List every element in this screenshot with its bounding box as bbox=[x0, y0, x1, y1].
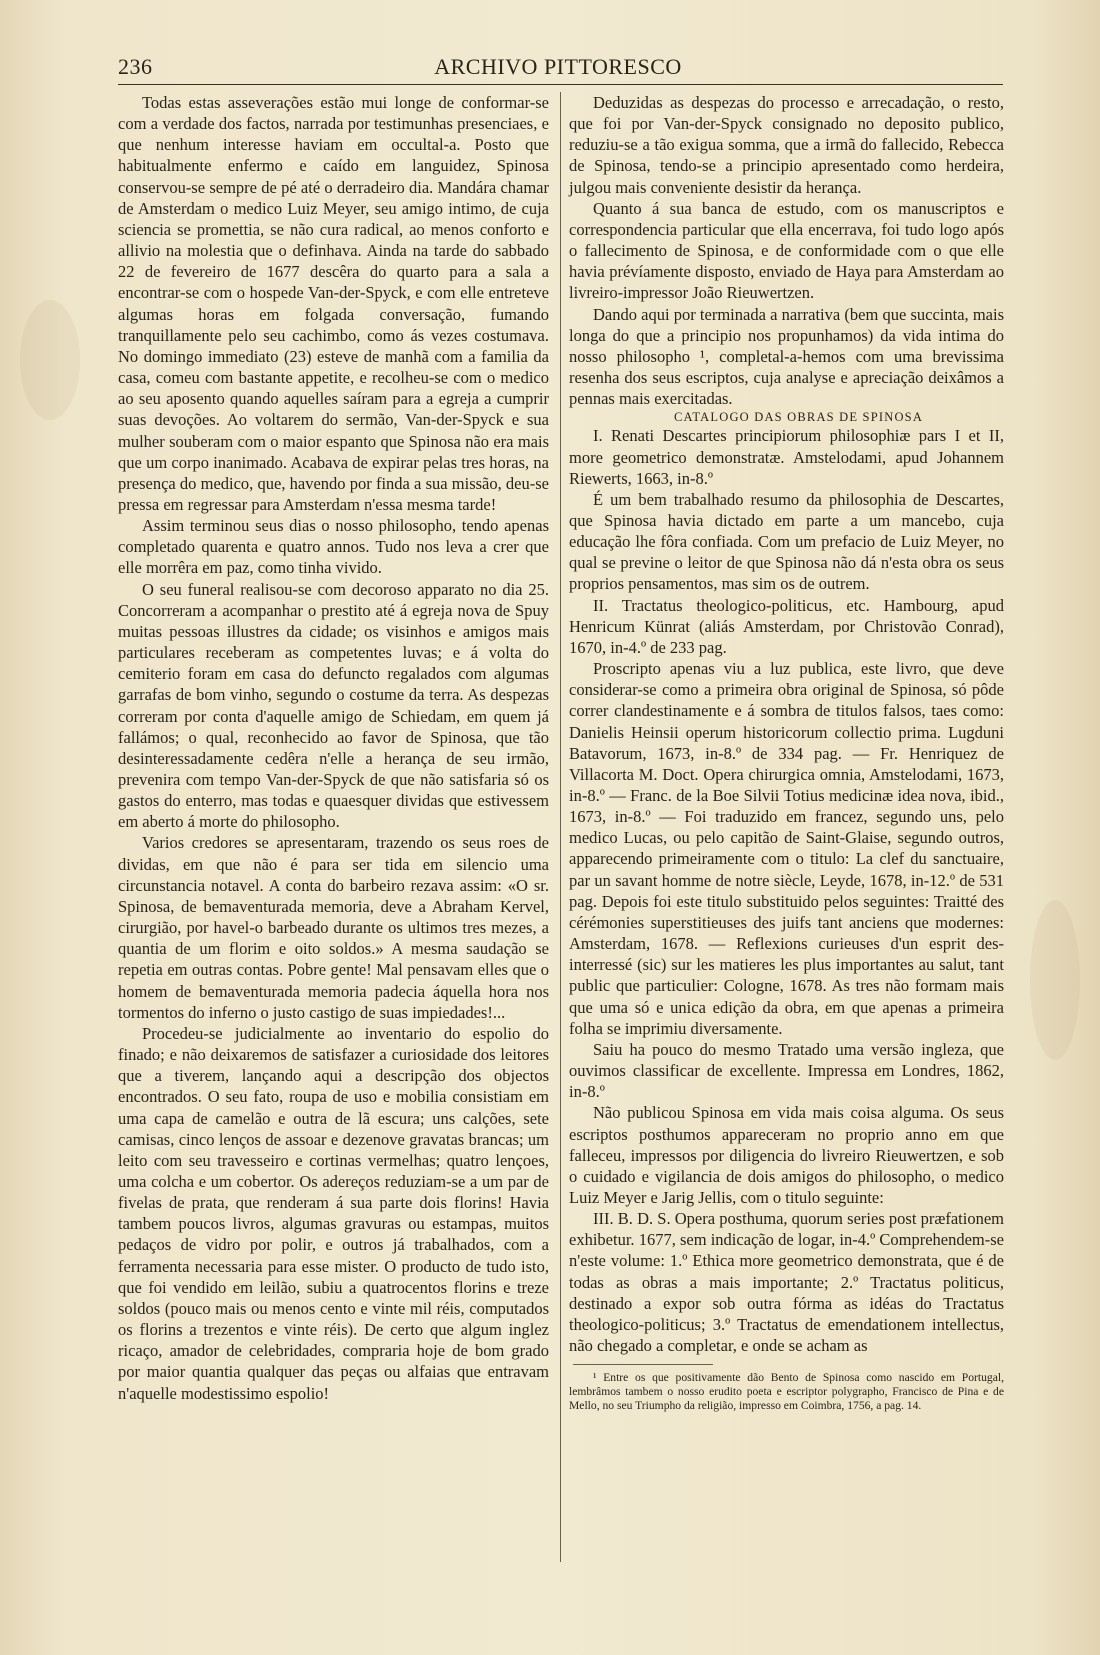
column-divider bbox=[560, 92, 561, 1562]
page-header bbox=[118, 54, 998, 84]
paragraph: Deduzidas as despezas do processo e arrecadação, o resto, que foi por Van-der-Spyck consignado no deposito publico, reduziu-se a tão exigua somma, que a irmã do fallecido, Rebecca de Spinosa, tendo-se a principio apresentado como herdeira, julgou mais conveniente desistir da herança. bbox=[569, 93, 1004, 197]
paragraph: É um bem trabalhado resumo da philosophia de Descartes, que Spinosa havia dictado em parte a um mancebo, cuja educação lhe fôra confiada. Com um prefacio de Luiz Meyer, no qual se previne o leitor de que Spinosa não dá n'esta obra os seus proprios pensamentos, mas sim os de outrem. bbox=[569, 489, 1004, 594]
left-column bbox=[118, 92, 549, 1404]
paragraph: Procedeu-se judicialmente ao inventario do espolio do finado; e não deixaremos de satisfazer a curiosidade dos leitores que a tiverem, lançando aqui a descripção dos objectos encontrados. O seu fato, roupa de uso e mobilia consistiam em uma capa de camelão e outra de lã escura; uns calções, sete camisas, cinco lenços de assoar e dezenove gravatas brancas; um leito com seu travesseiro e cortinas vermelhas; quatro lençoes, uma colcha e um cobertor. Os adereços reduziam-se a um par de fivelas de prata, que renderam á sua parte dois florins! Havia tambem poucos livros, algumas gravuras ou estampas, muitos pedaços de vidro por polir, e outros já trabalhados, com a ferramenta necessaria para esse mister. O producto de tudo isto, que foi vendido em leilão, subiu a quatrocentos florins e treze soldos (pouco mais ou menos cento e vinte mil réis, computados os florins a trezentos e vinte réis). De certo que algum inglez ricaço, amador de celebridades, compraria hoje de bom grado por maior quantia qualquer das peças ou alfaias que entravam n'aquelle modestissimo espolio! bbox=[118, 1023, 549, 1403]
page-number: 236 bbox=[118, 54, 153, 79]
paragraph: Quanto á sua banca de estudo, com os manuscriptos e correspondencia particular que ella encerrava, foi tudo logo após o fallecimento de Spinosa, e de conformidade com o que elle havia prévíamente disposto, enviado de Haya para Amsterdam ao livreiro-impressor João Rieuwertzen. bbox=[569, 198, 1004, 303]
running-title: ARCHIVO PITTORESCO bbox=[434, 54, 682, 79]
paragraph: Assim terminou seus dias o nosso philosopho, tendo apenas completado quarenta e quatro annos. Tudo nos leva a crer que elle morrêra em paz, como tinha vivido. bbox=[118, 516, 549, 578]
header-rule bbox=[118, 84, 1003, 85]
paragraph: Varios credores se apresentaram, trazendo os seus roes de dividas, em que não é para ser tida em silencio uma circunstancia notavel. A conta do barbeiro rezava assim: «O sr. Spinosa, de bemaventurada memoria, deve a Abraham Kervel, cirurgião, por havel-o barbeado durante os ultimos tres mezes, a quantia de um florim e oito soldos.» A mesma saudação se repetia em outras contas. Pobre gente! Mal pensavam elles que o homem de bemaventurada memoria padecia áquella hora nos tormentos do inferno o justo castigo de suas impiedades!... bbox=[118, 833, 549, 1022]
paragraph: Todas estas asseverações estão mui longe de conformar-se com a verdade dos factos, narrada por testimunhas presenciaes, e que nenhum interesse haviam em occultal-a. Posto que habitualmente enfermo e caído em languidez, Spinosa conservou-se sempre de pé até o derradeiro dia. Mandára chamar de Amsterdam o medico Luiz Meyer, seu amigo intimo, de cuja sciencia se promettia, se não cura radical, ao menos conforto e allivio na molestia que o definhava. Ainda na tarde do sabbado 22 de fevereiro de 1677 descêra do quarto para a sala a encontrar-se com o hospede Van-der-Spyck, e com elle entreteve algumas horas em folgada conversação, fumando tranquillamente pelo seu cachimbo, como ás vezes costumava. No domingo immediato (23) esteve de manhã com a familia da casa, comeu com bastante appetite, e recolheu-se com o medico ao seu aposento quando aquelles saíram para a egreja a cumprir suas devoções. Ao voltarem do sermão, Van-der-Spyck e sua mulher souberam com o maior espanto que Spinosa não era mais que um corpo inanimado. Acabava de expirar pelas tres horas, na presença do medico, que, havendo por finda a sua missão, deu-se pressa em regressar para Amsterdam n'essa mesma tarde! bbox=[118, 93, 549, 514]
footnote: ¹ Entre os que positivamente dão Bento de Spinosa como nascido em Portugal, lembrâmos tambem o nosso erudito poeta e escriptor polygrapho, Francisco de Pina e de Mello, no seu Triumpho da religião, impresso em Coimbra, 1756, a pag. 14. bbox=[569, 1371, 1004, 1413]
footnote-rule bbox=[573, 1364, 713, 1365]
paragraph: Não publicou Spinosa em vida mais coisa alguma. Os seus escriptos posthumos appareceram no proprio anno em que falleceu, impressos por diligencia do livreiro Rieuwertzen, e sob o cuidado e vigilancia de dois amigos do philosopho, o medico Luiz Meyer e Jarig Jellis, com o titulo seguinte: bbox=[569, 1103, 1004, 1207]
right-column bbox=[569, 92, 1004, 1413]
section-heading: CATALOGO DAS OBRAS DE SPINOSA bbox=[673, 410, 924, 425]
paragraph: O seu funeral realisou-se com decoroso apparato no dia 25. Concorreram a acompanhar o prestito até á egreja nova de Spuy muitas pessoas illustres da cidade; os visinhos e amigos mais particulares receberam as competentes luvas; e á volta do cemiterio foram em casa do defuncto regalados com algumas garrafas de bom vinho, segundo o costume da terra. As despezas correram por conta d'aquelle amigo de Schiedam, em quem já fallámos; o qual, reconhecido ao favor de Spinosa, que tão desinteressadamente cedêra n'elle a herança de seu irmão, prevenira com tempo Van-der-Spyck de que não satisfaria só os gastos do enterro, mas todas e quaesquer dividas que estivessem em aberto á morte do philosopho. bbox=[118, 579, 549, 832]
paragraph: Proscripto apenas viu a luz publica, este livro, que deve considerar-se como a primeira obra original de Spinosa, só pôde correr clandestinamente e á sombra de titulos falsos, taes como: Danielis Heinsii operum historicorum collectio prima. Lugduni Batavorum, 1673, in-8.º de 334 pag. — Fr. Henriquez de Villacorta M. Doct. Opera chirurgica omnia, Amstelodami, 1673, in-8.º — Franc. de la Boe Silvii Totius medicinæ idea nova, ibid., 1673, in-8.º — Foi traduzido em francez, segundo uns, pelo medico Lucas, ou pelo capitão de Saint-Glaise, segundo outros, apparecendo primeiramente com o titulo: La clef du sanctuaire, par un savant homme de notre siècle, Leyde, 1678, in-12.º de 531 pag. Depois foi este titulo substituido pelos seguintes: Traitté des cérémonies superstitieuses des juifs tant anciens que modernes: Amsterdam, 1678. — Reflexions curieuses d'un esprit des-interressé (sic) sur les matieres les plus importantes au salut, tant public que particulier: Cologne, 1678. As tres não formam mais que uma só e unica edição da obra, em que apenas a primeira folha se imprimiu diversamente. bbox=[569, 659, 1004, 1038]
catalog-entry: III. B. D. S. Opera posthuma, quorum series post præfationem exhibetur. 1677, sem indicação de logar, in-4.º Comprehendem-se n'este volume: 1.º Ethica more geometrico demonstrata, que é de todas as obras a mais importante; 2.º Tractatus politicus, destinado a expor sob outra fórma as idéas do Tractatus theologico-politicus; 3.º Tractatus de emendationem intellectus, não chegado a completar, e onde se acham as bbox=[569, 1209, 1004, 1356]
paper-stain bbox=[20, 300, 80, 420]
paper-stain bbox=[1030, 900, 1080, 1060]
paragraph: Dando aqui por terminada a narrativa (bem que succinta, mais longa do que a principio nos propunhamos) da vida intima do nosso philosopho ¹, completal-a-hemos com uma brevissima resenha dos seus escriptos, cuja analyse e apreciação deixâmos a pennas mais exercitadas. bbox=[569, 304, 1004, 409]
catalog-entry: II. Tractatus theologico-politicus, etc. Hambourg, apud Henricum Künrat (aliás Amsterdam, por Christovão Conrad), 1670, in-4.º de 233 pag. bbox=[569, 595, 1004, 657]
paragraph: Saiu ha pouco do mesmo Tratado uma versão ingleza, que ouvimos classificar de excellente. Impressa em Londres, 1862, in-8.º bbox=[569, 1039, 1004, 1102]
catalog-entry: I. Renati Descartes principiorum philosophiæ pars I et II, more geometrico demonstratæ. Amstelodami, apud Johannem Riewerts, 1663, in-8.º bbox=[569, 426, 1004, 488]
